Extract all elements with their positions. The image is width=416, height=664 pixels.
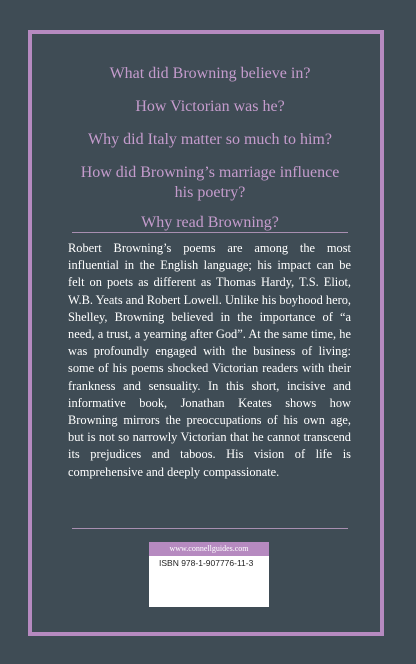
question-item: How Victorian was he? [135,98,285,115]
question-item: Why did Italy matter so much to him? [88,131,332,148]
book-description: Robert Browning’s poems are among the most influential in the English language; his impact can be felt on poets as different as Thomas Hardy, T.S. Eliot, W.B. Yeats and Robert Lowell. Unlike his boyhood hero, Shelley, Browning believed in the importance of “a need, a trust, a yearning after God”. At the same time, he was profoundly engaged with the business of living: some of his poems shocked Victorian readers with their frankness and sensuality. In this short, incisive and informative book, Jonathan Keates shows how Browning mirrors the preoccupations of his own age, but is not so narrowly Victorian that he cannot transcend its prejudices and taboos. His vision of life is comprehensive and deeply compassionate. [68,241,351,479]
cover-frame [28,30,384,636]
divider-bottom [72,528,348,529]
question-item: What did Browning believe in? [109,65,311,82]
divider-top [72,232,348,233]
question-item: Why read Browning? [141,214,279,231]
isbn-box [149,542,269,607]
question-list [32,64,388,246]
isbn-number: ISBN 978-1-907776-11-3 [159,558,254,568]
question-item: How did Browning’s marriage influence his poetry? [80,164,340,201]
publisher-url: www.connellguides.com [149,542,269,556]
